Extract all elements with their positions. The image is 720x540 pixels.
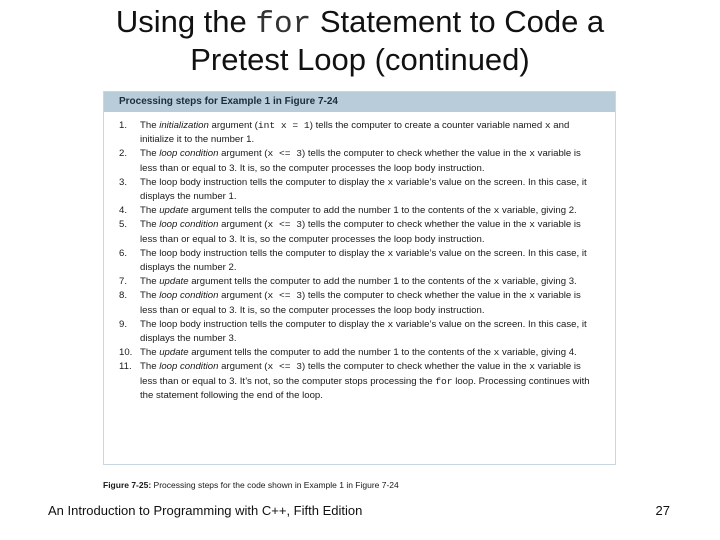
step-text-segment: variable is less than or equal to 3. It is, so the computer processes the loop body instruction. <box>140 148 581 174</box>
code-term: x <box>529 361 535 373</box>
footer-page-number: 27 <box>655 503 670 518</box>
step-text-segment: The loop body instruction tells the computer to display the <box>140 247 388 259</box>
step-number: 7. <box>119 276 128 288</box>
step-item <box>119 346 597 360</box>
step-item <box>119 147 597 175</box>
step-number: 11. <box>119 361 132 373</box>
step-text <box>140 247 597 275</box>
step-text <box>140 289 597 317</box>
title-code-keyword: for <box>255 7 312 42</box>
code-term: x <box>529 290 535 302</box>
code-term: for <box>435 375 453 387</box>
step-text-segment: variable is less than or equal to 3. It is, so the computer processes the loop body instruction. <box>140 290 581 316</box>
step-text <box>140 346 597 360</box>
code-term: x <box>387 176 394 188</box>
step-text-segment: ) tells the computer to check whether the value in the <box>302 290 530 302</box>
step-text <box>140 147 597 175</box>
caption-text: Processing steps for the code shown in Example 1 in Figure 7-24 <box>151 480 399 490</box>
step-text-segment: argument tells the computer to add the number 1 to the contents of the <box>188 276 494 288</box>
step-text-segment: The <box>140 361 160 373</box>
step-number: 3. <box>119 176 128 188</box>
emphasized-term: initialization <box>159 120 209 131</box>
step-text-segment: argument tells the computer to add the number 1 to the contents of the <box>188 205 494 217</box>
step-text-segment: ) tells the computer to check whether the value in the <box>302 361 530 373</box>
step-text-segment: The <box>140 148 160 160</box>
code-term: x <= 3 <box>267 219 303 231</box>
step-number: 1. <box>119 120 128 131</box>
step-number: 2. <box>119 148 128 160</box>
step-text-segment: argument ( <box>218 361 268 373</box>
emphasized-term: loop condition <box>159 219 219 231</box>
caption-label: Figure 7-25: <box>103 480 152 490</box>
step-text-segment: variable’s value on the screen. In this case, it displays the number 1. <box>140 176 587 203</box>
step-number: 6. <box>119 247 128 259</box>
code-term: x <= 3 <box>267 290 303 302</box>
step-text-segment: argument ( <box>218 219 268 231</box>
step-item <box>119 218 597 246</box>
title-part-2: Statement to Code a <box>311 4 605 39</box>
emphasized-term: update <box>159 276 189 288</box>
step-item <box>119 119 597 147</box>
code-term: x <box>493 276 500 288</box>
step-text-segment: argument tells the computer to add the number 1 to the contents of the <box>188 347 494 359</box>
step-text-segment: ) tells the computer to check whether the value in the <box>302 219 530 231</box>
step-text-segment: The <box>140 219 160 231</box>
title-line-1 <box>0 4 720 42</box>
step-text-segment: variable, giving 2. <box>499 205 577 217</box>
step-item <box>119 247 597 275</box>
step-text-segment: variable’s value on the screen. In this case, it displays the number 2. <box>140 247 587 274</box>
code-term: int x = 1 <box>257 120 310 131</box>
step-text-segment: The loop body instruction tells the computer to display the <box>140 176 388 188</box>
step-text-segment: The <box>140 205 160 217</box>
steps-list <box>104 112 615 403</box>
step-number: 9. <box>119 318 128 330</box>
figure-header: Processing steps for Example 1 in Figure 7-24 <box>104 92 615 112</box>
code-term: x <box>387 318 394 330</box>
step-item <box>119 289 597 317</box>
step-item <box>119 318 597 346</box>
step-number: 8. <box>119 290 128 302</box>
step-text <box>140 318 597 346</box>
step-text-segment: argument ( <box>218 148 268 160</box>
step-number: 5. <box>119 219 128 231</box>
title-line-2: Pretest Loop (continued) <box>190 42 530 77</box>
step-text <box>140 176 597 204</box>
title-part-1: Using the <box>115 4 256 39</box>
step-text <box>140 218 597 246</box>
step-text <box>140 204 597 218</box>
step-text-segment: loop. Processing continues with the statement following the end of the loop. <box>140 375 590 401</box>
figure-box <box>103 91 616 465</box>
step-text-segment: argument ( <box>218 290 268 302</box>
step-text-segment: variable is less than or equal to 3. It is, so the computer processes the loop body instruction. <box>140 219 581 245</box>
code-term: x <box>493 205 500 217</box>
step-item <box>119 275 597 289</box>
step-number: 10. <box>119 347 133 359</box>
emphasized-term: update <box>159 347 189 359</box>
step-text <box>140 360 597 403</box>
emphasized-term: update <box>159 205 189 217</box>
step-text-segment: The <box>140 276 160 288</box>
emphasized-term: loop condition <box>159 148 219 160</box>
step-item <box>119 176 597 204</box>
step-text-segment: variable’s value on the screen. In this case, it displays the number 3. <box>140 318 587 345</box>
code-term: x <= 3 <box>267 361 303 373</box>
step-item <box>119 204 597 218</box>
step-text-segment: The loop body instruction tells the computer to display the <box>140 318 388 330</box>
emphasized-term: loop condition <box>159 361 219 373</box>
step-text-segment: argument ( <box>208 120 258 131</box>
code-term: x <box>493 347 500 359</box>
code-term: x <box>529 219 535 231</box>
step-text-segment: The <box>140 120 160 131</box>
step-text-segment: ) tells the computer to check whether the value in the <box>302 148 530 160</box>
emphasized-term: loop condition <box>159 290 219 302</box>
code-term: x <box>544 120 551 131</box>
step-text-segment: ) tells the computer to create a counter variable named <box>309 120 545 131</box>
code-term: x <box>529 148 535 160</box>
step-text <box>140 275 597 289</box>
step-text-segment: variable, giving 3. <box>499 276 577 288</box>
step-text-segment: and initialize it to the number 1. <box>140 120 570 146</box>
step-item <box>119 360 597 403</box>
step-text-segment: variable, giving 4. <box>499 347 577 359</box>
step-text-segment: variable is less than or equal to 3. It’s not, so the computer stops processing the <box>140 361 581 387</box>
code-term: x <= 3 <box>267 148 303 160</box>
code-term: x <box>387 247 394 259</box>
figure-caption <box>103 480 399 490</box>
slide-title <box>0 4 720 77</box>
step-number: 4. <box>119 205 128 217</box>
step-text-segment: The <box>140 290 160 302</box>
footer-book-title: An Introduction to Programming with C++, Fifth Edition <box>48 503 363 518</box>
step-text <box>140 119 597 147</box>
step-text-segment: The <box>140 347 160 359</box>
